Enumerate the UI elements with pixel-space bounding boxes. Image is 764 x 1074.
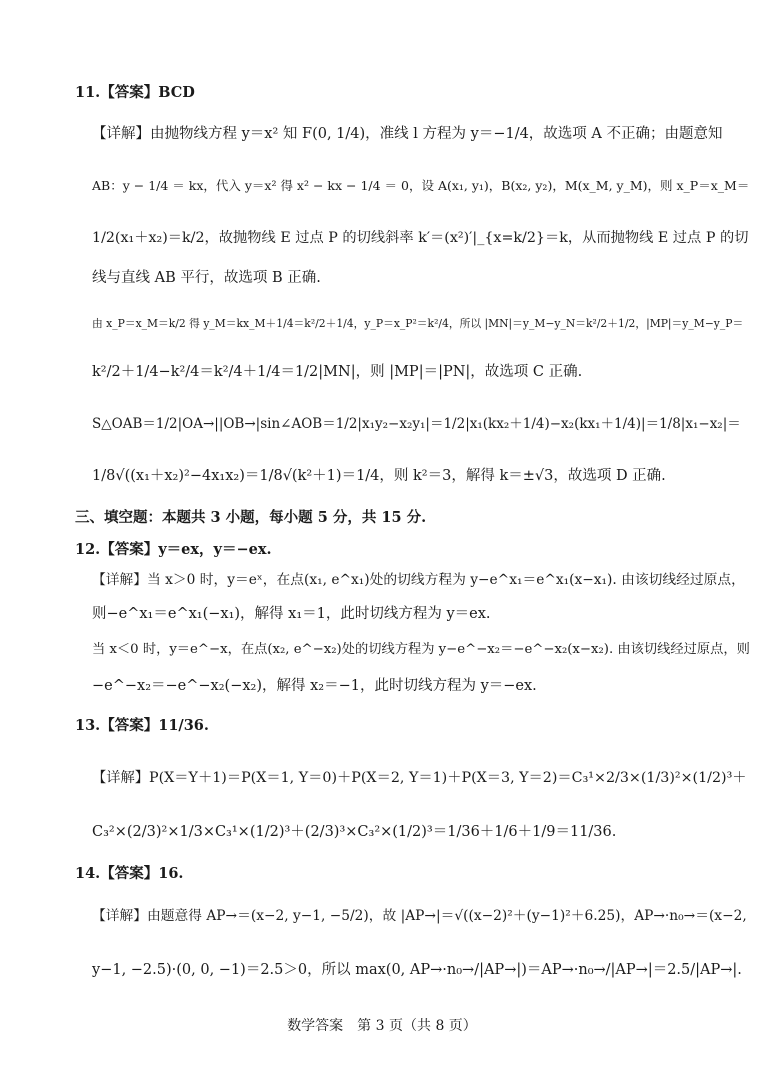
q12-heading: 12.【答案】y＝ex，y＝−ex. [75, 541, 272, 558]
q12-line-2: 则−e^x₁＝e^x₁(−x₁)，解得 x₁＝1，此时切线方程为 y＝ex. [92, 606, 491, 622]
q11-line-4: 线与直线 AB 平行，故选项 B 正确. [92, 270, 321, 286]
q13-line-1: 【详解】P(X＝Y＋1)＝P(X＝1, Y＝0)＋P(X＝2, Y＝1)＋P(X＝3, Y＝2)＝C₃¹×2/3×(1/3)²×(1/2)³＋ [92, 770, 747, 786]
q12-line-4: −e^−x₂＝−e^−x₂(−x₂)，解得 x₂＝−1，此时切线方程为 y＝−ex. [92, 678, 537, 694]
q11-line-1: 【详解】由抛物线方程 y＝x² 知 F(0, 1/4)，准线 l 方程为 y＝−1/4，故选项 A 不正确；由题意知 [92, 126, 723, 142]
page-footer: 数学答案 第 3 页（共 8 页） [287, 1018, 477, 1034]
q12-line-3: 当 x＜0 时，y＝e^−x，在点(x₂, e^−x₂)处的切线方程为 y−e^−x₂＝−e^−x₂(x−x₂). 由该切线经过原点，则 [92, 642, 750, 657]
q11-line-5: 由 x_P＝x_M＝k/2 得 y_M＝kx_M＋1/4＝k²/2＋1/4，y_P＝x_P²＝k²/4，所以 |MN|＝y_M−y_N＝k²/2＋1/2，|MP|＝y_M−y_P＝ [92, 317, 744, 330]
q11-line-2: AB：y − 1/4 ＝ kx，代入 y＝x² 得 x² − kx − 1/4 ＝ 0，设 A(x₁, y₁)，B(x₂, y₂)，M(x_M, y_M)，则 x_P＝x_M＝ [92, 178, 750, 193]
q14-line-2: y−1, −2.5)·(0, 0, −1)＝2.5＞0，所以 max(0, AP→·n₀→/|AP→|)＝AP→·n₀→/|AP→|＝2.5/|AP→|. [92, 962, 742, 978]
q11-line-8: 1/8√((x₁＋x₂)²−4x₁x₂)＝1/8√(k²＋1)＝1/4，则 k²＝3，解得 k＝±√3，故选项 D 正确. [92, 468, 666, 484]
q11-line-3: 1/2(x₁＋x₂)＝k/2，故抛物线 E 过点 P 的切线斜率 k′＝(x²)′|_{x=k/2}＝k，从而抛物线 E 过点 P 的切 [92, 230, 749, 246]
section-3-heading: 三、填空题：本题共 3 小题，每小题 5 分，共 15 分. [75, 509, 427, 526]
q11-heading: 11.【答案】BCD [75, 84, 195, 101]
q11-line-7: S△OAB＝1/2|OA→||OB→|sin∠AOB＝1/2|x₁y₂−x₂y₁|＝1/2|x₁(kx₂＋1/4)−x₂(kx₁＋1/4)|＝1/8|x₁−x₂|＝ [92, 416, 741, 432]
q11-line-6: k²/2＋1/4−k²/4＝k²/4＋1/4＝1/2|MN|，则 |MP|＝|PN|，故选项 C 正确. [92, 364, 583, 380]
q12-line-1: 【详解】当 x＞0 时，y＝eˣ，在点(x₁, e^x₁)处的切线方程为 y−e^x₁＝e^x₁(x−x₁). 由该切线经过原点， [92, 572, 745, 588]
q14-line-1: 【详解】由题意得 AP→＝(x−2, y−1, −5/2)，故 |AP→|＝√((x−2)²＋(y−1)²＋6.25)，AP→·n₀→＝(x−2, [92, 908, 747, 924]
q13-line-2: C₃²×(2/3)²×1/3×C₃¹×(1/2)³＋(2/3)³×C₃²×(1/2)³＝1/36＋1/6＋1/9＝11/36. [92, 824, 617, 840]
q14-heading: 14.【答案】16. [75, 865, 184, 882]
q13-heading: 13.【答案】11/36. [75, 717, 209, 734]
